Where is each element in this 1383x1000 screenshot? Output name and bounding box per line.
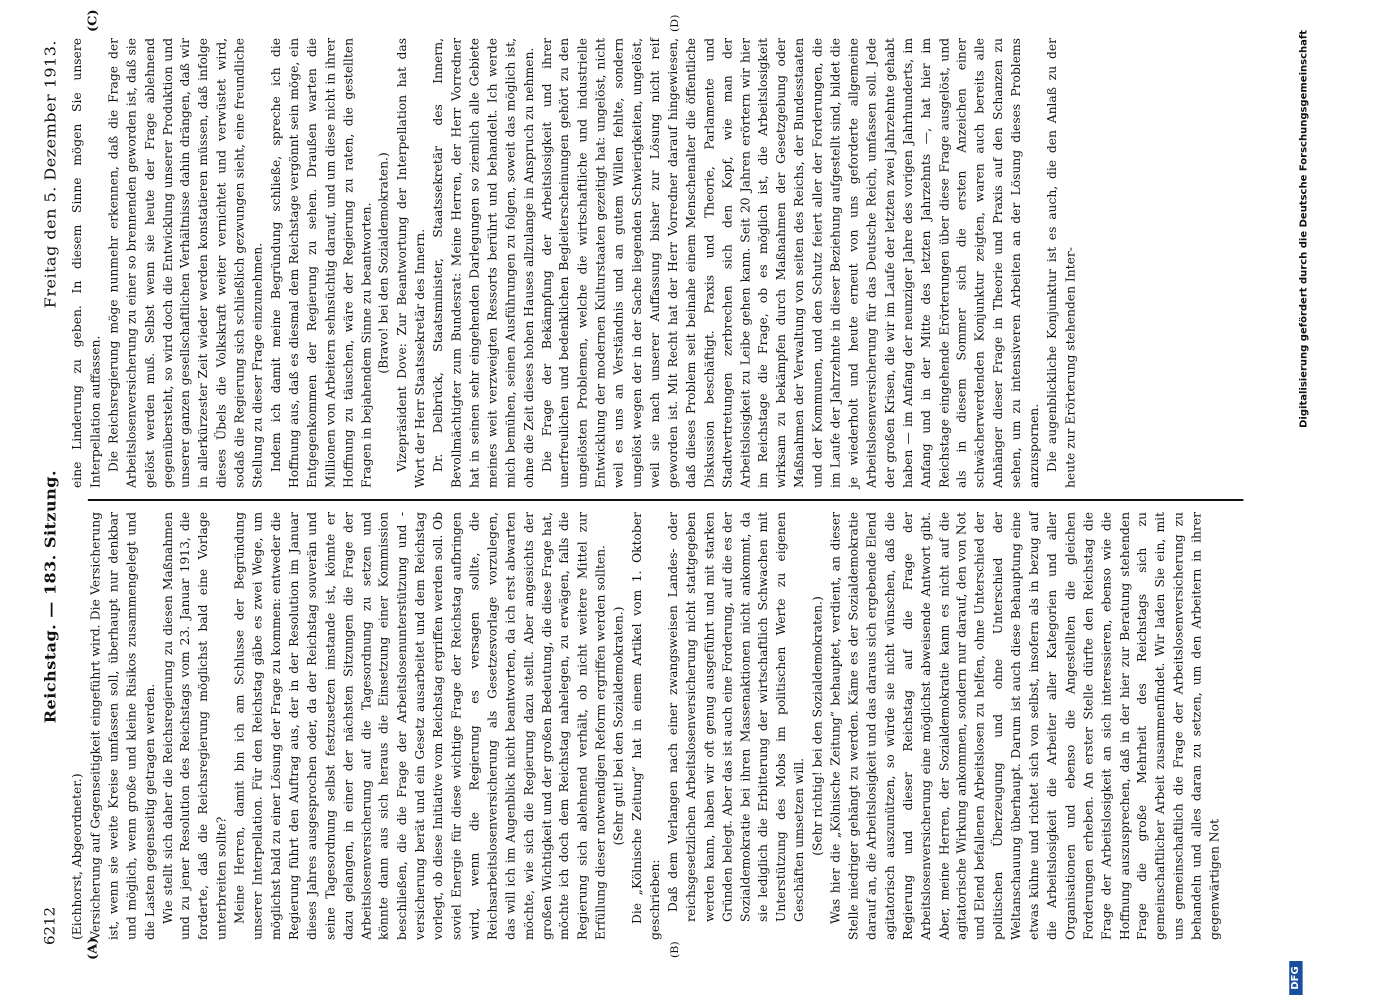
margin-mark-d: (D) (668, 14, 681, 32)
applause-note: (Bravo! bei den Sozialdemokraten.) (377, 152, 391, 374)
paragraph: Meine Herren, damit bin ich am Schlusse der Begründung unserer Interpellation. Für den Reichstag gäbe es zwei Wege, um möglichst bald zu einer Lösung der Frage zu kommen: entweder die Regierung führt den Auftrag aus, der in der Resolution im Januar dieses Jahres ausgesprochen oder, da der Reichstag souverän und seine Tagesordnung selbst festzusetzen imstande ist, könnte er dazu gelangen, in einer der nächsten Sitzungen die Frage der Arbeitslosenversicherung auf die Tagesordnung zu setzen und könnte dann aus sich heraus die Einsetzung einer Kommission beschließen, die die Frage der Arbeitslosenunterstützung und -versicherung berät und ein Gesetz ausarbeitet und dem Reichstag vorlegt, ob diese Initiative vom Reichstag ergriffen werden soll. Ob soviel Energie für diese wichtige Frage der Reichstag aufbringen wird, wenn die Regierung es versagen sollte, die Reichsarbeitslosenversicherung als Gesetzesvorlage vorzulegen, das will ich im Augenblick nicht beantworten, da ich erst abwarten möchte, wie sich die Regierung dazu stellt. Aber angesichts der großen Wichtigkeit und der großen Bedeutung, die diese Frage hat, möchte ich doch dem Reichstag nahelegen, zu erwägen, falls die Regierung sich ablehnend verhält, ob nicht weitere Mittel zur Erfüllung dieser notwendigen Reform ergriffen werden sollten. (233, 512, 608, 940)
paragraph: Indem ich damit meine Begründung schließe, spreche ich die Hoffnung aus, daß es diesmal dem Reichstage vergönnt sein möge, ein Entgegenkommen der Regierung zu sehen. Draußen warten die Millionen von Arbeitern sehnsüchtig darauf, und um diese nicht in ihrer Hoffnung zu täuschen, wäre der Regierung zu raten, die gestellten Fragen in bejahendem Sinne zu beantworten. (269, 38, 373, 488)
digitization-credit: Digitalisierung gefördert durch die Deutsche Forschungsgemeinschaft (1298, 30, 1310, 428)
header-session: Reichstag. — 183. Sitzung. (40, 469, 59, 724)
speaker-note: (Eichhorst, Abgeordneter.) (70, 773, 85, 940)
margin-mark-b: (B) (668, 941, 681, 958)
paragraph: Was hier die „Kölnische Zeitung“ behauptet, verdient, an dieser Stelle niedriger gehängt zu werden. Käme es der Sozialdemokratie darauf an, die Arbeitslosigkeit und das daraus sich ergebende Elend agitatorisch auszunützen, so würde sie nicht wünschen, daß die Regierung und dieser Reichstag auf die Frage der Arbeitslosenversicherung eine möglichst abweisende Antwort gibt. Aber, meine Herren, der Sozialdemokratie kann es nicht auf die agitatorische Wirkung ankommen, sondern nur darauf, den von Not und Elend befallenen Arbeitslosen zu helfen, ohne Unterschied der politischen Überzeugung und ohne Unterschied der Weltanschauung überhaupt. Darum ist auch diese Behauptung eine etwas kühne und richtet sich von selbst, insofern als in bezug auf die Arbeitslosigkeit die Arbeiter aller Kategorien und aller Organisationen und ebenso die Angestellten die gleichen Forderungen erheben. An erster Stelle dürfte den Reichstag die Frage der Arbeitslosigkeit an sich interessieren, ebenso wie die Hoffnung auszusprechen, daß in der hier zur Beratung stehenden Frage die große Mehrheit des Reichstags sich zu gemeinschaftlicher Arbeit zusammenfindet. Wir laden Sie ein, mit uns gemeinschaftlich die Frage der Arbeitslosenversicherung zu behandeln und alles daran zu setzen, um den Arbeitern in ihrer gegenwärtigen Not (828, 512, 1222, 940)
right-column (69, 38, 1080, 488)
margin-mark-a: (A) (85, 937, 101, 960)
paragraph: Versicherung auf Gegenseitigkeit eingeführt wird. Die Versicherung ist, wenn sie weite Kreise umfassen soll, überhaupt nur denkbar und möglich, wenn große und kleine Risikos zusammengelegt und die Lasten gegenseitig getragen werden. (88, 512, 157, 940)
margin-mark-c: (C) (85, 9, 101, 32)
paragraph: eine Linderung zu geben. In diesem Sinne mögen Sie unsere Interpellation auffassen. (70, 38, 103, 488)
page-number: 6212 (41, 906, 59, 945)
vice-president-remark: Vizepräsident Dove: Zur Beantwortung der Interpellation hat das Wort der Herr Staatssekretär des Innern. (395, 38, 428, 488)
quote-text: Daß dem Verlangen nach einer zwangsweisen Landes- oder reichsgesetzlichen Arbeitslosenversicherung nicht stattgegeben werden kann, haben wir oft genug ausgeführt und mit starken Gründen belegt. Aber das ist auch eine Forderung, auf die es der Sozialdemokratie bei ihren Massenaktionen nicht ankommt, da sie lediglich die Erbitterung der wirtschaftlich Schwachen mit Unterstützung des Mobs im politischen Werte zu eigenen Geschäften umsetzen will. (666, 512, 807, 922)
applause-note: (Sehr gut! bei den Sozialdemokraten.) (612, 606, 626, 846)
paragraph: Die augenblickliche Konjunktur ist es auch, die den Anlaß zu der heute zur Erörterung stehenden Inter- (1045, 38, 1078, 488)
paragraph: Wie stellt sich daher die Reichsregierung zu diesen Maßnahmen und zu jener Resolution des Reichstags vom 23. Januar 1913, die forderte, daß die Reichsregierung möglichst bald eine Vorlage unterbreiten sollte? (160, 512, 229, 940)
paragraph: Die Frage der Bekämpfung der Arbeitslosigkeit und ihrer unerfreulichen und bedenklichen Begleiterscheinungen gehört zu den ungelösten Problemen, welche die wirtschaftliche und industrielle Entwicklung der modernen Kulturstaaten gezeitigt hat: ungelöst, nicht weil es uns an Verständnis und an gutem Willen fehlte, sondern ungelöst wegen der in der Sache liegenden Schwierigkeiten, ungelöst, weil sie nach unserer Auffassung bisher zur Lösung nicht reif geworden ist. Mit Recht hat der Herr Vorredner darauf hingewiesen, daß dieses Problem seit beinahe einem Menschenalter die öffentliche Diskussion beschäftigt. Praxis und Theorie, Parlamente und Stadtvertretungen zerbrechen sich den Kopf, wie man der Arbeitslosigkeit zu Leibe gehen kann. Seit 20 Jahren erörtern wir hier im Reichstage die Frage, ob es möglich ist, die Arbeitslosigkeit wirksam zu bekämpfen durch Maßnahmen der Gesetzgebung oder Maßnahmen der Verwaltung von seiten des Reichs, der Bundesstaaten und der Kommunen, und den Schutz feiert aller der Forderungen, die im Laufe der Jahrzehnte in dieser Beziehung aufgestellt sind, bildet die je wiederholt und heute erneut von uns geforderte allgemeine Arbeitslosenversicherung für das Deutsche Reich, umfassen soll. Jede der großen Krisen, die wir im Laufe der letzten zwei Jahrzehnte gehabt haben — im Anfang der neunziger Jahre des vorigen Jahrhunderts, im Anfang und in der Mitte des letzten Jahrzehnts —, hat hier im Reichstage eingehende Erörterungen über diese Frage ausgelöst, und als in diesem Sommer sich die ersten Anzeichen einer schwächerwerdenden Konjunktur zeigten, waren auch bereits alle Anhänger dieser Frage in Theorie und Praxis auf den Schanzen zu sehen, um zu intensiveren Arbeiten an der Lösung dieses Problems anzuspornen. (540, 38, 1041, 488)
quote-intro: Die „Kölnische Zeitung“ hat in einem Artikel vom 1. Oktober geschrieben: (630, 512, 662, 940)
column-divider (88, 499, 1244, 501)
left-column (69, 512, 1225, 940)
paragraph: Die Reichsregierung möge nunmehr erkennen, daß die Frage der Arbeitslosenversicherung zu einer so brennenden geworden ist, daß sie gelöst werden muß. Selbst wenn sie heute der Frage ablehnend gegenübersteht, so wird doch die Entwicklung unserer Produktion und unserer ganzen gesellschaftlichen Verhältnisse dahin drängen, daß wir in allerkürzester Zeit wieder werden konstatieren müssen, daß infolge dieses Übels die Volkskraft weiter vernichtet und verwüstet wird, sodaß die Regierung sich schließlich gezwungen sieht, eine freundliche Stellung zu dieser Frage einzunehmen. (106, 38, 265, 488)
speaker-intro: Dr. Delbrück, Staatsminister, Staatssekretär des Innern, Bevollmächtigter zum Bundesrat: Meine Herren, der Herr Vorredner hat in seinen sehr eingehenden Darlegungen so ziemlich alle Gebiete meines weit verzweigten Ressorts berührt und behandelt. Ich werde mich bemühen, seinen Ausführungen zu folgen, soweit das möglich ist, ohne die Zeit dieses hohen Hauses allzulange in Anspruch zu nehmen. (431, 38, 536, 488)
header-date: Freitag den 5. Dezember 1913. (40, 40, 59, 309)
dfg-logo: DFG (1289, 961, 1302, 995)
page-header (36, 40, 63, 945)
applause-note: (Sehr richtig! bei den Sozialdemokraten.) (810, 596, 825, 856)
